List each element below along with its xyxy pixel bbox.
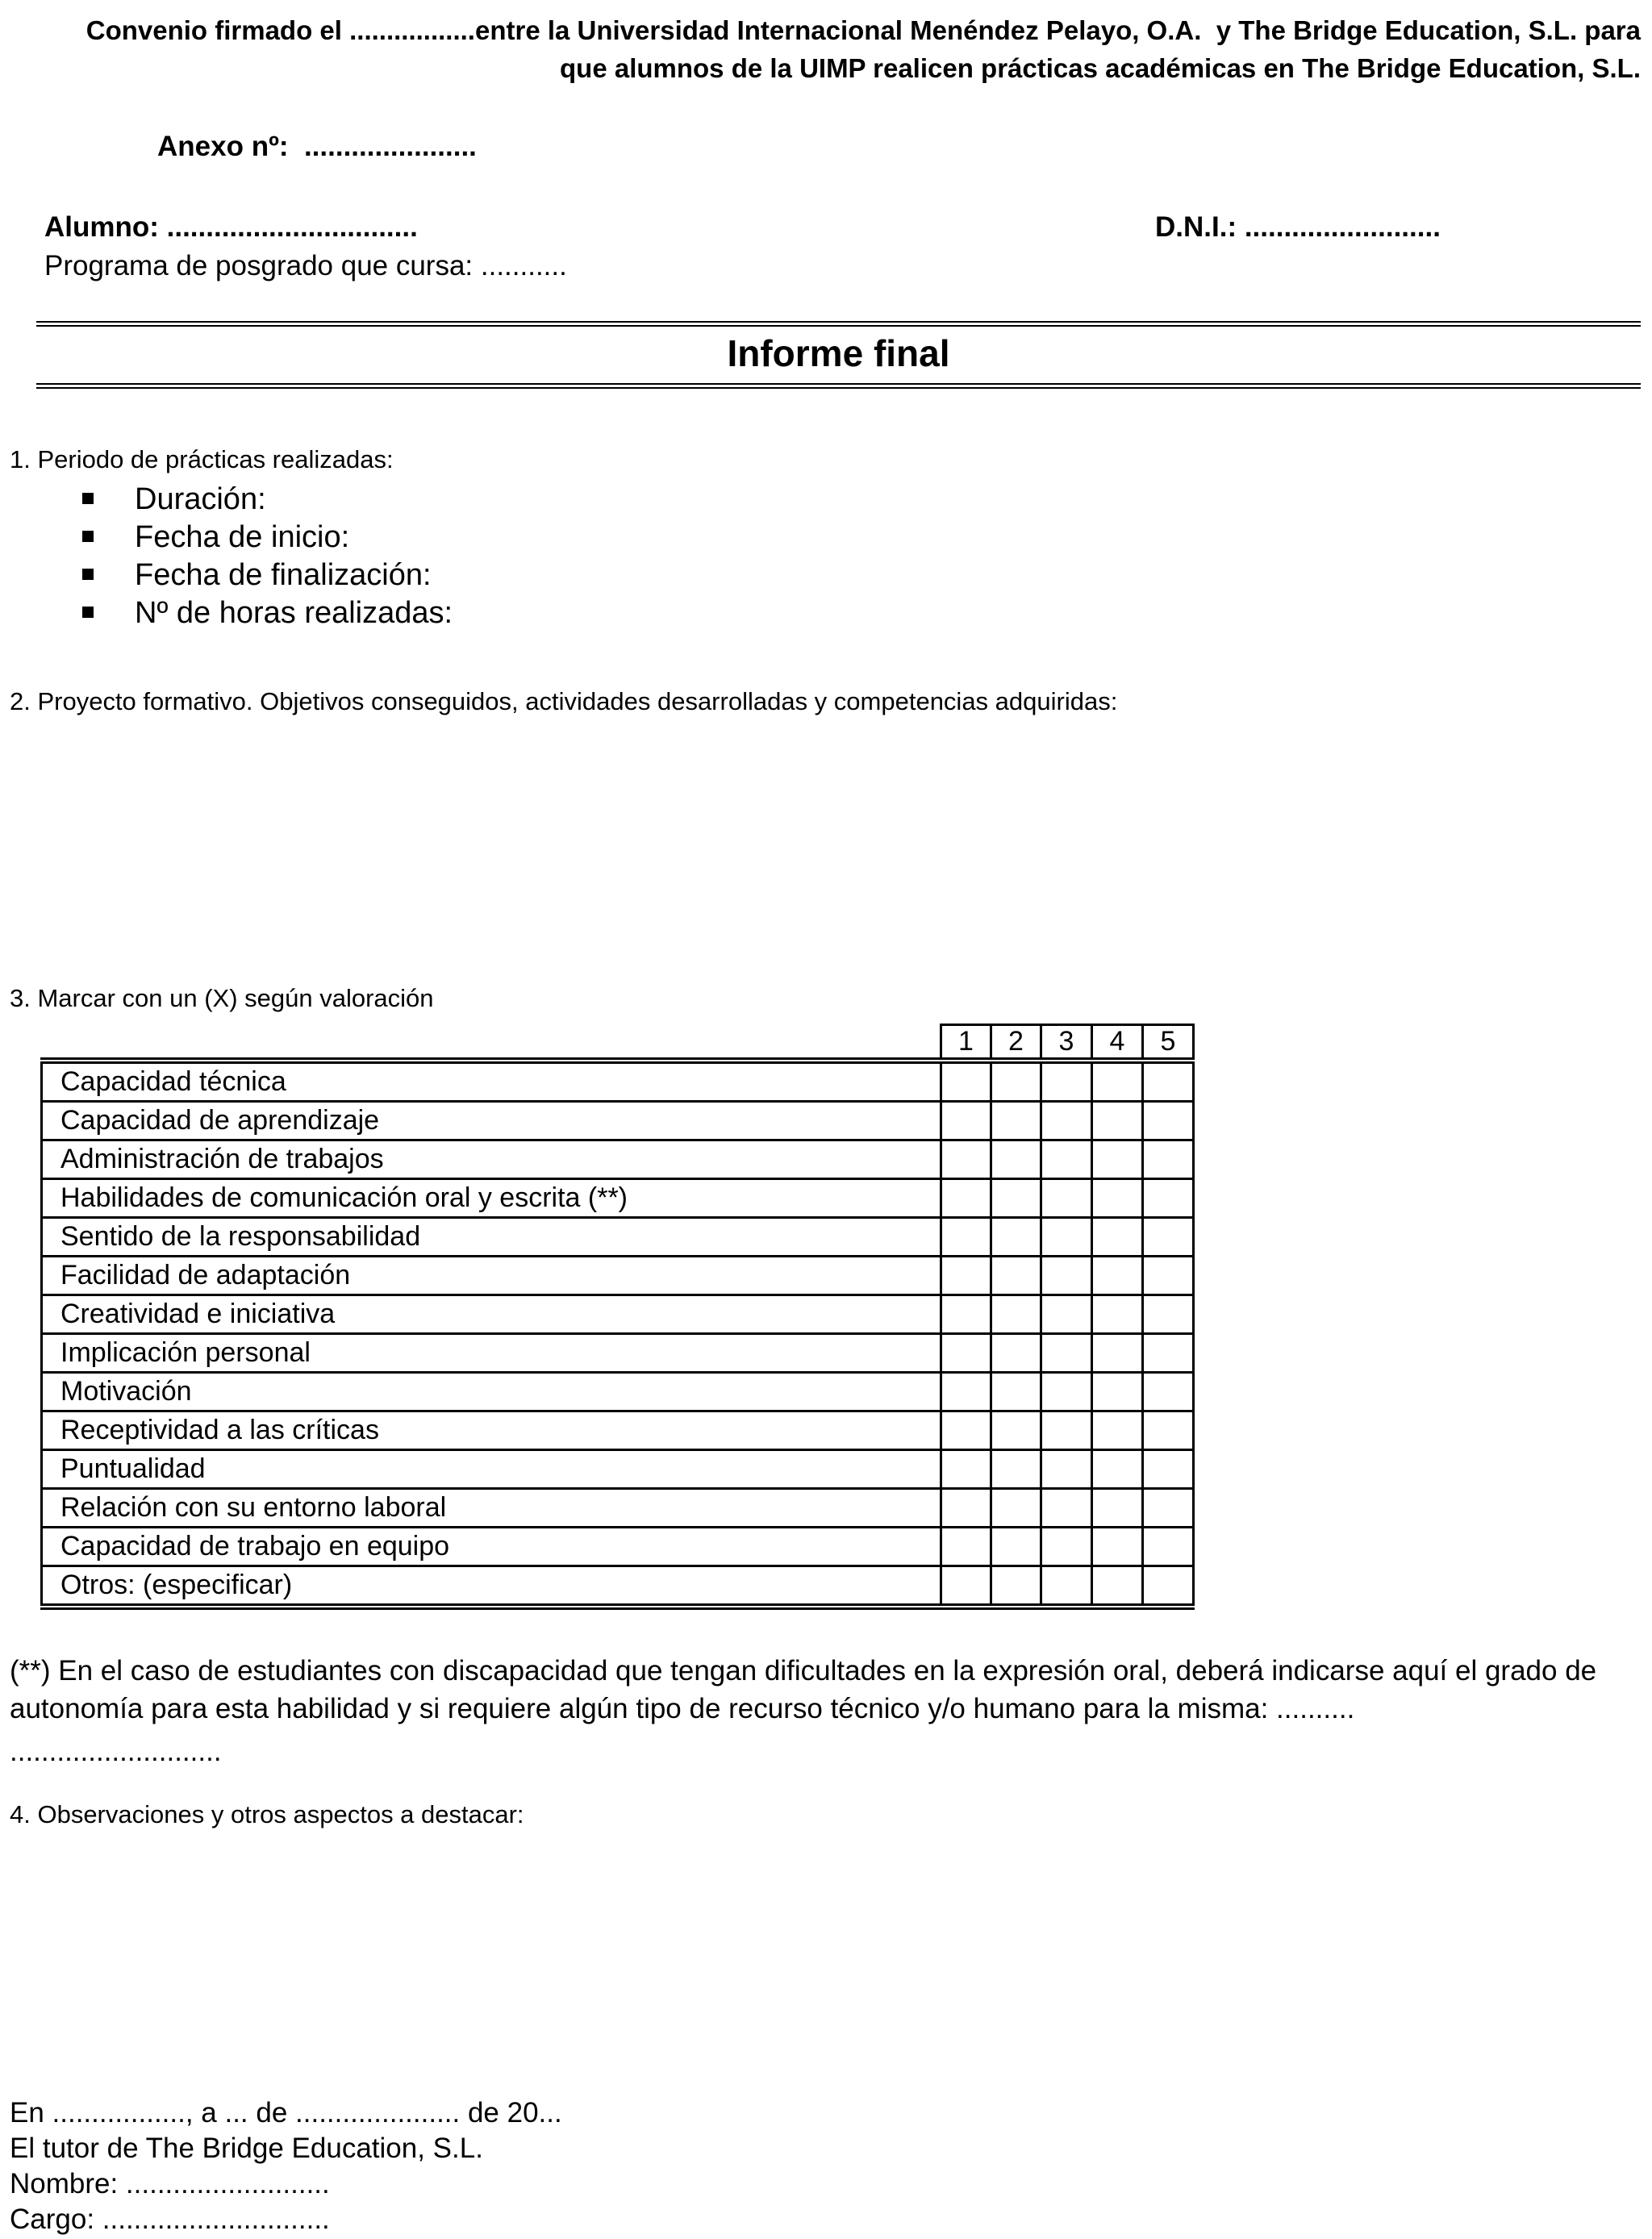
rating-cell (1092, 1566, 1143, 1607)
rating-cell (941, 1257, 991, 1295)
rating-row-label: Administración de trabajos (42, 1140, 941, 1179)
section-4-heading: 4. Observaciones y otros aspectos a destacar: (10, 1800, 524, 1828)
closing-tutor: El tutor de The Bridge Education, S.L. (10, 2133, 483, 2164)
rating-cell (1143, 1566, 1194, 1607)
rating-cell (1092, 1257, 1143, 1295)
rating-cell (1092, 1373, 1143, 1411)
rating-cell (941, 1489, 991, 1528)
rating-cell (1143, 1373, 1194, 1411)
rating-cell (1143, 1334, 1194, 1373)
bullet-item-label: Fecha de inicio: (135, 520, 350, 554)
bullet-item-label: Duración: (135, 482, 266, 516)
header-line-2: que alumnos de la UIMP realicen prácticas académicas en The Bridge Education, S.L. (560, 53, 1641, 83)
rating-row (42, 1218, 1194, 1257)
square-bullet-icon (82, 569, 94, 580)
rating-cell (991, 1102, 1041, 1140)
square-bullet-icon (82, 531, 94, 542)
rating-row (42, 1179, 1194, 1218)
rating-cell (1041, 1450, 1092, 1489)
rating-row (42, 1061, 1194, 1102)
rating-cell (1143, 1489, 1194, 1528)
rating-row-label: Motivación (42, 1373, 941, 1411)
anexo-line: Anexo nº: ...................... (157, 131, 477, 162)
rating-column-header: 3 (1041, 1025, 1092, 1061)
rating-cell (1092, 1450, 1143, 1489)
rating-cell (991, 1566, 1041, 1607)
rating-cell (941, 1450, 991, 1489)
alumno-line: Alumno: ................................ (44, 211, 418, 243)
rating-row-label: Capacidad de aprendizaje (42, 1102, 941, 1140)
rating-cell (1143, 1528, 1194, 1566)
rating-cell (1041, 1489, 1092, 1528)
section-3-heading: 3. Marcar con un (X) según valoración (10, 984, 434, 1012)
rating-row-label: Creatividad e iniciativa (42, 1295, 941, 1334)
rating-row (42, 1257, 1194, 1295)
rating-cell (1041, 1334, 1092, 1373)
rating-cell (991, 1140, 1041, 1179)
rating-cell (991, 1489, 1041, 1528)
title-rule-block (36, 321, 1641, 389)
section-2-heading: 2. Proyecto formativo. Objetivos conseguidos, actividades desarrolladas y competencias adquiridas: (10, 687, 1118, 715)
rating-row-label: Puntualidad (42, 1450, 941, 1489)
rating-cell (941, 1334, 991, 1373)
bullet-item-label: Fecha de finalización: (135, 558, 432, 592)
rating-cell (941, 1179, 991, 1218)
rating-cell (1092, 1411, 1143, 1450)
rating-row-label: Relación con su entorno laboral (42, 1489, 941, 1528)
footnote-dots: ........................... (10, 1736, 222, 1767)
rating-cell (941, 1061, 991, 1102)
rating-cell (941, 1411, 991, 1450)
rating-cell (1092, 1179, 1143, 1218)
footnote-line-1: (**) En el caso de estudiantes con discapacidad que tengan dificultades en la expresión oral, deberá indicarse aquí el grado de (10, 1655, 1597, 1687)
rating-cell (1041, 1140, 1092, 1179)
rating-cell (1092, 1140, 1143, 1179)
rating-row-label: Capacidad técnica (42, 1061, 941, 1102)
rating-row (42, 1140, 1194, 1179)
report-title: Informe final (727, 332, 950, 374)
rating-cell (1092, 1218, 1143, 1257)
rating-cell (1041, 1566, 1092, 1607)
section-1-heading: 1. Periodo de prácticas realizadas: (10, 445, 394, 473)
rating-cell (991, 1334, 1041, 1373)
rating-cell (1143, 1257, 1194, 1295)
rating-cell (991, 1373, 1041, 1411)
header-paragraph (36, 11, 1641, 87)
rating-cell (991, 1528, 1041, 1566)
rating-cell (1143, 1411, 1194, 1450)
rating-header-row (42, 1025, 1194, 1061)
closing-place-date: En ................., a ... de ..................... de 20... (10, 2097, 562, 2129)
rating-cell (1041, 1218, 1092, 1257)
rating-row (42, 1373, 1194, 1411)
rating-row (42, 1450, 1194, 1489)
rating-cell (1092, 1489, 1143, 1528)
rating-row (42, 1102, 1194, 1140)
rating-cell (941, 1373, 991, 1411)
rating-cell (1143, 1179, 1194, 1218)
period-bullet-list (82, 481, 453, 632)
rating-cell (991, 1257, 1041, 1295)
rating-cell (1041, 1061, 1092, 1102)
closing-block (10, 2095, 562, 2237)
rating-row (42, 1334, 1194, 1373)
rating-column-header: 4 (1092, 1025, 1143, 1061)
closing-nombre: Nombre: .......................... (10, 2168, 330, 2199)
rating-cell (991, 1411, 1041, 1450)
rating-cell (941, 1218, 991, 1257)
rating-row-label: Sentido de la responsabilidad (42, 1218, 941, 1257)
bullet-item (82, 557, 453, 594)
bullet-item (82, 519, 453, 557)
rating-header-spacer (42, 1025, 941, 1061)
rating-row (42, 1295, 1194, 1334)
rating-cell (1041, 1179, 1092, 1218)
rating-row-label: Receptividad a las críticas (42, 1411, 941, 1450)
rating-column-header: 1 (941, 1025, 991, 1061)
rating-cell (991, 1179, 1041, 1218)
square-bullet-icon (82, 607, 94, 618)
rating-row (42, 1411, 1194, 1450)
rating-row-label: Facilidad de adaptación (42, 1257, 941, 1295)
rating-cell (1143, 1140, 1194, 1179)
rating-cell (941, 1528, 991, 1566)
square-bullet-icon (82, 493, 94, 504)
rating-cell (1041, 1295, 1092, 1334)
rating-row (42, 1566, 1194, 1607)
rating-cell (1041, 1102, 1092, 1140)
rating-row-label: Habilidades de comunicación oral y escrita (**) (42, 1179, 941, 1218)
rating-cell (1143, 1295, 1194, 1334)
rating-cell (991, 1450, 1041, 1489)
bullet-item-label: Nº de horas realizadas: (135, 596, 453, 630)
footnote (10, 1652, 1642, 1728)
rating-cell (1143, 1061, 1194, 1102)
rating-cell (991, 1295, 1041, 1334)
dni-line: D.N.I.: ......................... (1155, 211, 1441, 243)
rating-cell (1041, 1411, 1092, 1450)
rating-table (40, 1024, 1195, 1610)
footnote-line-2: autonomía para esta habilidad y si requiere algún tipo de recurso técnico y/o humano para la misma: .......... (10, 1693, 1355, 1724)
rating-cell (1041, 1373, 1092, 1411)
rating-cell (941, 1102, 991, 1140)
rating-cell (1143, 1102, 1194, 1140)
rating-cell (941, 1140, 991, 1179)
rating-row-label: Implicación personal (42, 1334, 941, 1373)
rating-cell (1092, 1061, 1143, 1102)
rating-cell (1092, 1102, 1143, 1140)
rating-cell (1092, 1528, 1143, 1566)
bullet-item (82, 594, 453, 632)
programa-line: Programa de posgrado que cursa: ........... (44, 250, 567, 281)
closing-cargo: Cargo: ............................. (10, 2204, 330, 2235)
rating-cell (1041, 1528, 1092, 1566)
rating-cell (1143, 1218, 1194, 1257)
rating-column-header: 2 (991, 1025, 1041, 1061)
rating-cell (1041, 1257, 1092, 1295)
rating-row (42, 1528, 1194, 1566)
rating-cell (991, 1218, 1041, 1257)
rating-cell (1092, 1295, 1143, 1334)
rating-cell (1143, 1450, 1194, 1489)
rating-cell (941, 1295, 991, 1334)
bullet-item (82, 481, 453, 519)
rating-row (42, 1489, 1194, 1528)
rating-column-header: 5 (1143, 1025, 1194, 1061)
rating-cell (991, 1061, 1041, 1102)
rating-row-label: Otros: (especificar) (42, 1566, 941, 1607)
rating-cell (941, 1566, 991, 1607)
rating-row-label: Capacidad de trabajo en equipo (42, 1528, 941, 1566)
rating-cell (1092, 1334, 1143, 1373)
header-line-1: Convenio firmado el .................entre la Universidad Internacional Menéndez Pelayo, O.A. y The Bridge Education, S.L. para (86, 15, 1641, 45)
